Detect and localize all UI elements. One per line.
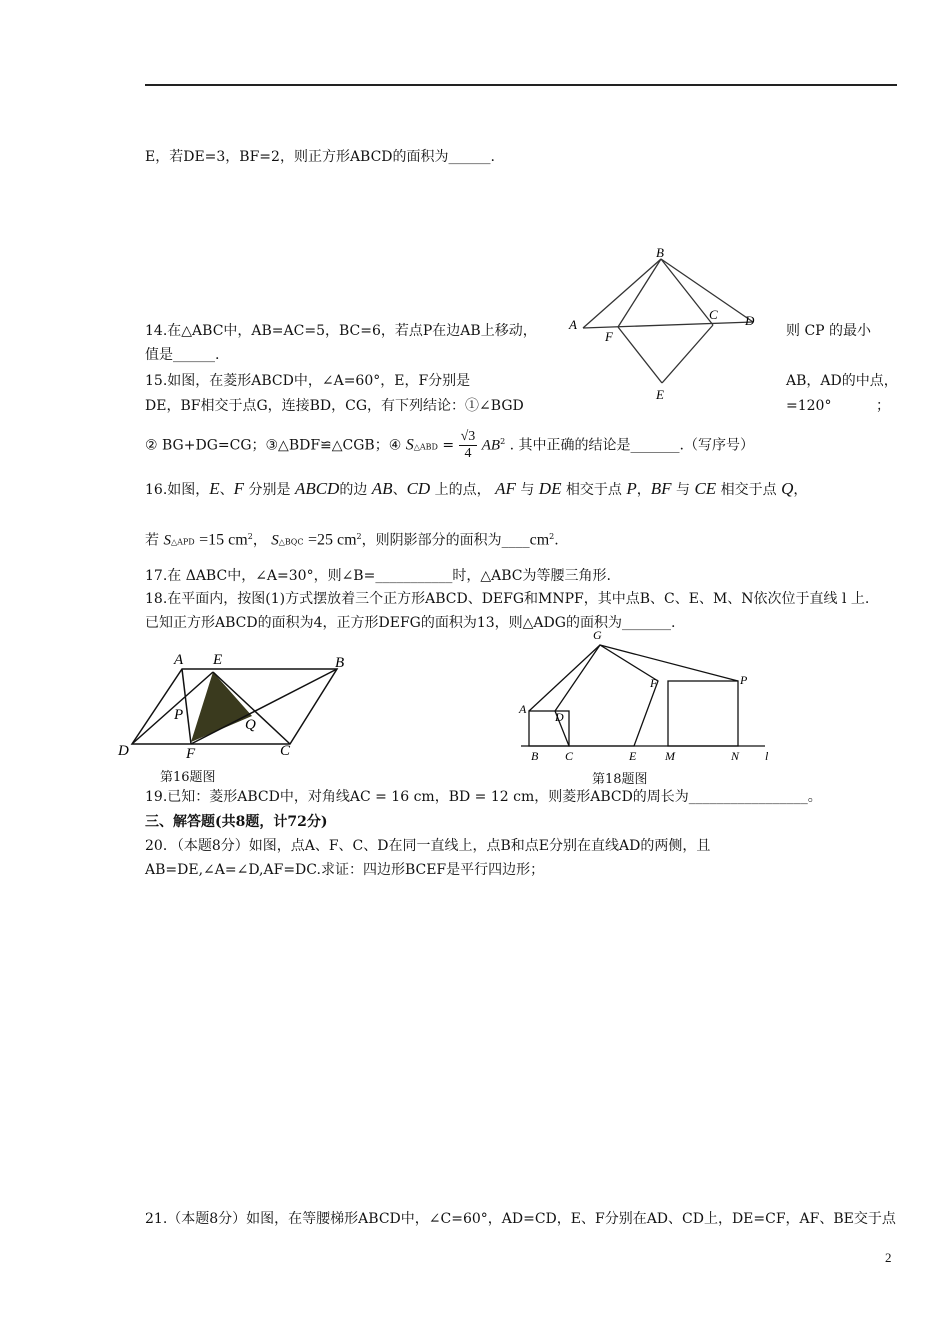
q16-s2-sub: △BQC	[278, 537, 304, 547]
q16-q: Q	[781, 479, 794, 498]
fig16-line-af	[182, 669, 191, 744]
q16-cd: CD	[406, 479, 431, 498]
q15-area-s: S	[405, 436, 414, 454]
fig18-label-b: B	[531, 749, 539, 763]
figure-q16	[110, 645, 370, 765]
q18-line1: 18.在平面内，按图(1)方式摆放着三个正方形ABCD、DEFG和MNPF，其中点B、C、E、M、N依次位于直线 l 上.	[145, 591, 870, 607]
q16-t3: 上的点，	[434, 482, 491, 498]
fig16-label-d: D	[118, 743, 129, 759]
page-number: 2	[885, 1250, 892, 1265]
q14-right: 则 CP 的最小	[786, 323, 872, 339]
fig18-label-c: C	[565, 749, 574, 763]
q15-line3	[145, 424, 754, 466]
fig15-label-b: B	[656, 245, 664, 260]
fig16-label-q: Q	[245, 717, 256, 733]
figure-q18	[515, 625, 775, 770]
fig18-label-p: P	[740, 673, 748, 687]
fig18-line-ag	[529, 645, 600, 711]
q15-frac-den: 4	[464, 446, 472, 462]
q16-s2: S	[271, 532, 279, 549]
q19: 19.已知：菱形ABCD中，对角线AC = 16 cm，BD = 12 cm，则菱形ABCD的周长为_________________。	[145, 789, 822, 805]
fig15-line-fe	[618, 327, 662, 383]
fig18-label-d: D	[555, 710, 564, 724]
fig18-label-e: E	[629, 749, 637, 763]
fig16-label-b: B	[335, 655, 345, 671]
q16-unit: cm	[529, 531, 550, 549]
section3-heading: 三、解答题(共8题，计72分)	[145, 814, 328, 830]
q16-af: AF	[495, 479, 516, 498]
fig18-label-l: l	[765, 749, 769, 763]
fig16-label-e: E	[213, 652, 223, 668]
q14-left: 14.在△ABC中，AB=AC=5，BC=6，若点P在边AB上移动，	[145, 323, 537, 339]
fig18-line-gp	[600, 645, 738, 681]
q16-t5: 相交于点	[565, 482, 622, 498]
q16-f: F	[233, 479, 245, 498]
q15-line3-a: ② BG+DG=CG；③△BDF≌△CGB；④	[145, 437, 402, 454]
q16-t8: ，则阴影部分的面积为	[361, 532, 502, 549]
q16-eq2: =25 cm	[307, 531, 357, 549]
fig18-square-mnpf	[668, 681, 738, 746]
fig15-line-bc	[661, 259, 713, 325]
q16-sep1: 、	[219, 482, 234, 498]
q16-ruo: 若	[145, 532, 159, 549]
q16-sup1: 2	[247, 532, 253, 541]
fig15-label-e: E	[656, 387, 664, 402]
q16-t6: 与	[676, 482, 690, 498]
fig15-label-f: F	[605, 329, 613, 344]
q16-blank: ____	[501, 532, 530, 549]
q16-p: P	[626, 479, 637, 498]
fig18-square-defg-outline	[555, 645, 658, 746]
fig16-label-f: F	[186, 746, 196, 762]
fig18-label-g: G	[593, 628, 602, 642]
q15-right: AB，AD的中点，	[786, 373, 898, 389]
q16-comma2: ，	[793, 482, 808, 498]
q18-line2: 已知正方形ABCD的面积为4，正方形DEFG的面积为13，则△ADG的面积为_______.	[145, 615, 676, 631]
q16-line2	[145, 522, 559, 558]
q16-abcd: ABCD	[294, 479, 340, 498]
q20-line1: 20．（本题8分）如图，点A、F、C、D在同一直线上，点B和点E分别在直线AD的两侧，且	[145, 838, 711, 854]
fig15-line-ad	[583, 322, 753, 328]
q16-ab: AB	[371, 479, 393, 498]
q17: 17.在 ΔABC中，∠A=30°，则∠B=___________时，△ABC为等腰三角形.	[145, 568, 611, 584]
q16-s1-sub: △APD	[170, 537, 195, 547]
q15-line2-end: ；	[876, 398, 890, 414]
fig16-label-c: C	[280, 743, 291, 759]
figure-q15	[555, 245, 775, 405]
q21: 21.（本题8分）如图，在等腰梯形ABCD中，∠C=60°，AD=CD，E、F分别在AD、CD上，DE=CF，AF、BE交于点	[145, 1211, 896, 1227]
q16-t4: 与	[520, 482, 535, 498]
q16-ce: CE	[694, 479, 717, 498]
header-rule	[145, 84, 897, 86]
q15-area-sub: △ABD	[413, 442, 438, 452]
q20-line2: AB=DE,∠A=∠D,AF=DC.求证：四边形BCEF是平行四边形；	[145, 862, 545, 878]
fig18-label-a: A	[519, 702, 527, 716]
fig15-line-ce	[662, 325, 713, 383]
fig18-label-n: N	[731, 749, 740, 763]
q14-line2: 值是______.	[145, 347, 220, 363]
q16-bf: BF	[650, 479, 672, 498]
q15-frac-num: √3	[460, 429, 476, 445]
q16-t7: 相交于点	[720, 482, 777, 498]
fig16-label-p: P	[174, 707, 184, 723]
fig15-line-bf	[618, 259, 661, 327]
q15-line2-right: =120°	[786, 398, 832, 414]
fig16-label-a: A	[174, 652, 184, 668]
q16-unit-sup: 2	[549, 532, 555, 541]
caption-18: 第18题图	[592, 772, 648, 787]
q16-comma1: ，	[636, 482, 651, 498]
q15-fraction	[459, 429, 478, 462]
fig15-line-ba	[583, 259, 661, 328]
q15-line3-b: . 其中正确的结论是_______.（写序号）	[509, 437, 754, 454]
q15-area-sup: 2	[500, 437, 506, 446]
q16-de: DE	[538, 479, 562, 498]
q16-t2: 的边	[339, 482, 368, 498]
fig15-label-a: A	[569, 317, 577, 332]
q15-area-ab: AB	[481, 437, 501, 454]
fig18-label-m: M	[665, 749, 675, 763]
fig18-label-f: F	[650, 676, 658, 690]
q16-eq1: =15 cm	[199, 531, 248, 549]
q16-sup2: 2	[356, 532, 362, 541]
q15-line2-left: DE，BF相交于点G，连接BD，CG，有下列结论：①∠BGD	[145, 398, 524, 414]
q16-e: E	[209, 479, 220, 498]
q16-s1: S	[163, 532, 171, 549]
q15-left: 15.如图，在菱形ABCD中，∠A=60°，E，F分别是	[145, 373, 471, 389]
fig15-line-bd	[661, 259, 753, 322]
q16-t1: 分别是	[248, 482, 291, 498]
fig15-label-d: D	[745, 313, 755, 328]
caption-16: 第16题图	[160, 770, 216, 785]
q16-end: .	[554, 532, 559, 549]
q15-area-eq: =	[442, 437, 455, 454]
q16-comma3: ，	[252, 532, 267, 549]
fig15-label-c: C	[709, 307, 718, 322]
q16-line1	[145, 474, 807, 505]
q16-prefix: 16.如图，	[145, 482, 210, 498]
q13-tail: E，若DE=3，BF=2，则正方形ABCD的面积为______.	[145, 149, 495, 165]
q16-sep2: 、	[392, 482, 407, 498]
